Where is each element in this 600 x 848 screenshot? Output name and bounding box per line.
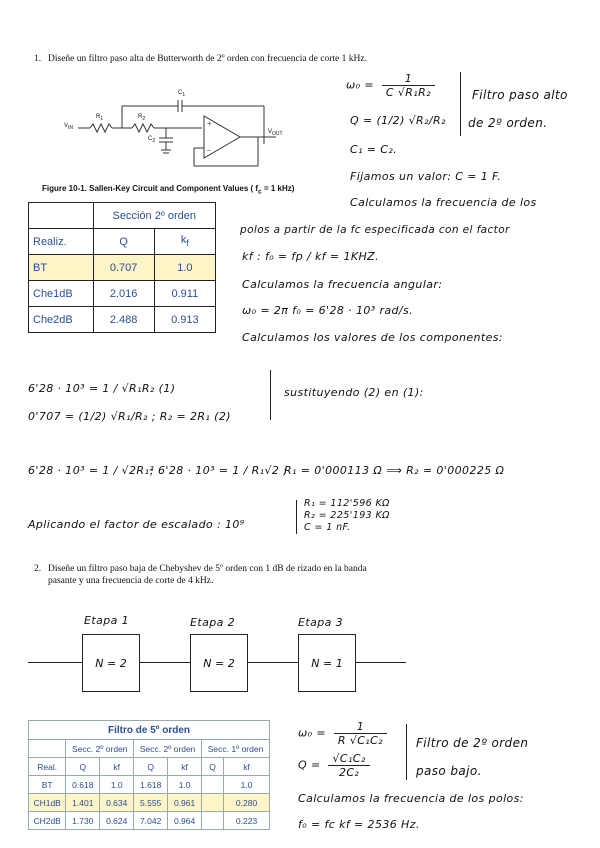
fifth-order-table [28,720,270,830]
calc-note-1a: Calculamos la frecuencia de los [350,196,537,209]
cell: 1.730 [66,812,100,830]
w0-formula-2 [298,720,387,747]
cell: 0.964 [168,812,202,830]
f0-result: f₀ = fc kf = 2536 Hz. [298,818,420,831]
problem2-statement-2: pasante y una frecuencia de corte de 4 kHz. [48,576,214,586]
vout-sub: OUT [272,131,283,138]
vout-text: V [268,129,273,135]
section-header: Secc. 2º orden [66,740,134,758]
equation-3c: R₁ = 0'000113 Ω ⟹ R₂ = 0'000225 Ω [284,464,505,477]
w0-num-2: 1 [334,720,387,734]
w0-den: C √R₁R₂ [385,86,431,99]
section-header: Secc. 2º orden [134,740,202,758]
equation-1: 6'28 · 10³ = 1 / √R₁R₂ (1) [28,382,176,395]
cell [202,776,224,794]
brace [270,370,271,420]
brace-text-2-2: paso bajo. [416,764,482,778]
caption-text: Figure 10-1. Sallen-Key Circuit and Component Values ( f [42,184,259,193]
c-equality: C₁ = C₂. [350,143,398,156]
table-corner [29,203,94,229]
problem1-statement: Diseñe un filtro paso alta de Butterworth de 2º orden con frecuencia de corte 1 kHz. [48,54,367,64]
cell: 0.223 [224,812,270,830]
cell: 0.911 [154,281,215,307]
col-header: Q [202,758,224,776]
section-header: Secc. 1º orden [202,740,270,758]
c1-text: C [178,90,183,96]
brace [406,724,407,780]
brace [296,500,297,534]
brace-text-2: de 2º orden. [468,116,548,130]
q-den-2: 2C₂ [338,766,360,779]
cell: 1.0 [100,776,134,794]
w0-lhs: ω₀ = [346,78,374,92]
table-row [29,794,270,812]
stage-box-2: N = 2 [190,634,248,692]
cell: 1.618 [134,776,168,794]
col-header: kf [224,758,270,776]
r1-label [96,114,103,122]
vin-sub: IN [68,125,74,132]
cell: 2.016 [93,281,154,307]
q-num-2: √C₁C₂ [328,752,369,766]
cell: 0.634 [100,794,134,812]
equation-3a: 6'28 · 10³ = 1 / √2R₁² [28,464,155,477]
col-header: kf [168,758,202,776]
cell: 1.401 [66,794,100,812]
section-table [28,202,216,333]
calc-angular: Calculamos la frecuencia angular: [242,278,443,291]
cell: 0.280 [224,794,270,812]
stage-label-3: Etapa 3 [298,616,344,629]
w0-num: 1 [382,72,435,86]
stage-box-3: N = 1 [298,634,356,692]
stage-label-2: Etapa 2 [190,616,236,629]
c2-label [148,136,155,144]
sustituyendo: sustituyendo (2) en (1): [284,386,424,399]
header-kf [154,229,215,255]
equation-3b: ; 6'28 · 10³ = 1 / R₁√2 ; [150,464,288,477]
r2-label [138,114,145,122]
cell: 7.042 [134,812,168,830]
brace-text-1: Filtro paso alto [472,88,568,102]
line-in [28,662,82,663]
q-formula-2 [298,752,370,779]
table-row [29,307,216,333]
minus-sign: – [207,145,211,154]
figure-caption [42,184,294,196]
problem2-statement-1: Diseñe un filtro paso baja de Chebyshev de 5º orden con 1 dB de rizado en la banda [48,564,367,574]
table-row [29,255,216,281]
col-header: kf [100,758,134,776]
r1-text: R [96,114,101,120]
line-out [356,662,406,663]
equation-2: 0'707 = (1/2) √R₁/R₂ ; R₂ = 2R₁ (2) [28,410,231,423]
fijamos-note: Fijamos un valor: C = 1 F. [350,170,502,183]
stage-box-1: N = 2 [82,634,140,692]
header-realiz: Realiz. [29,229,94,255]
cell: 0.624 [100,812,134,830]
result-r2: R₂ = 225'193 KΩ [304,510,390,521]
calc-note-1b: polos a partir de la fc especificada con el factor [240,224,510,236]
problem2-number: 2. [34,564,42,574]
line-1-2 [140,662,190,663]
brace [460,72,461,136]
result-r1: R₁ = 112'596 KΩ [304,498,390,509]
w0-value: ω₀ = 2π f₀ = 6'28 · 10³ rad/s. [242,304,414,317]
cell: BT [29,776,66,794]
c2-sub: 2 [152,138,156,145]
aplicando-note: Aplicando el factor de escalado : 10⁹ [28,518,245,531]
stage-label-1: Etapa 1 [84,614,130,627]
cell: 1.0 [154,255,215,281]
cell: 5.555 [134,794,168,812]
q-lhs-2: Q = [298,758,321,772]
cell: 1.0 [224,776,270,794]
plus-sign: + [207,119,212,128]
c1-sub: 1 [182,92,186,99]
cell: CH1dB [29,794,66,812]
vout-label [268,129,283,137]
w0-formula [346,72,435,99]
table-row [29,776,270,794]
kf-equation: kf : f₀ = fp / kf = 1KHZ. [242,250,379,263]
col-header: Q [134,758,168,776]
cell: CH2dB [29,812,66,830]
header-kf-sub: f [186,238,189,249]
problem1-number: 1. [34,54,42,64]
vin-text: V [64,123,69,129]
table-row [29,812,270,830]
table2-title: Filtro de 5º orden [29,721,270,740]
caption-end: = 1 kHz) [261,184,295,193]
cell: 0.618 [66,776,100,794]
sallen-key-circuit [62,84,310,182]
vin-label [64,123,73,131]
w0-lhs-2: ω₀ = [298,726,326,740]
col-header: Q [66,758,100,776]
cell [202,794,224,812]
cell: 0.707 [93,255,154,281]
caption-sub: c [258,188,262,196]
cell: 2.488 [93,307,154,333]
cell: Che1dB [29,281,94,307]
r1-sub: 1 [100,116,104,123]
result-c: C = 1 nF. [304,522,351,533]
cell: Che2dB [29,307,94,333]
calc-components: Calculamos los valores de los componentes: [242,331,504,344]
cell: 0.961 [168,794,202,812]
header-kf-text: k [180,234,187,247]
w0-den-2: R √C₁C₂ [337,734,383,747]
table-row [29,281,216,307]
cell: 1.0 [168,776,202,794]
c2-text: C [148,136,153,142]
table-section-title: Sección 2º orden [93,203,215,229]
cell: 0.913 [154,307,215,333]
table2-corner [29,740,66,758]
cell [202,812,224,830]
c1-label [178,90,185,98]
r2-text: R [138,114,143,120]
col-header: Real. [29,758,66,776]
brace-text-2-1: Filtro de 2º orden [416,736,529,750]
calc-poles: Calculamos la frecuencia de los polos: [298,792,524,805]
header-q: Q [93,229,154,255]
line-2-3 [248,662,298,663]
cell: BT [29,255,94,281]
r2-sub: 2 [142,116,146,123]
q-formula: Q = (1/2) √R₂/R₂ [350,114,446,127]
